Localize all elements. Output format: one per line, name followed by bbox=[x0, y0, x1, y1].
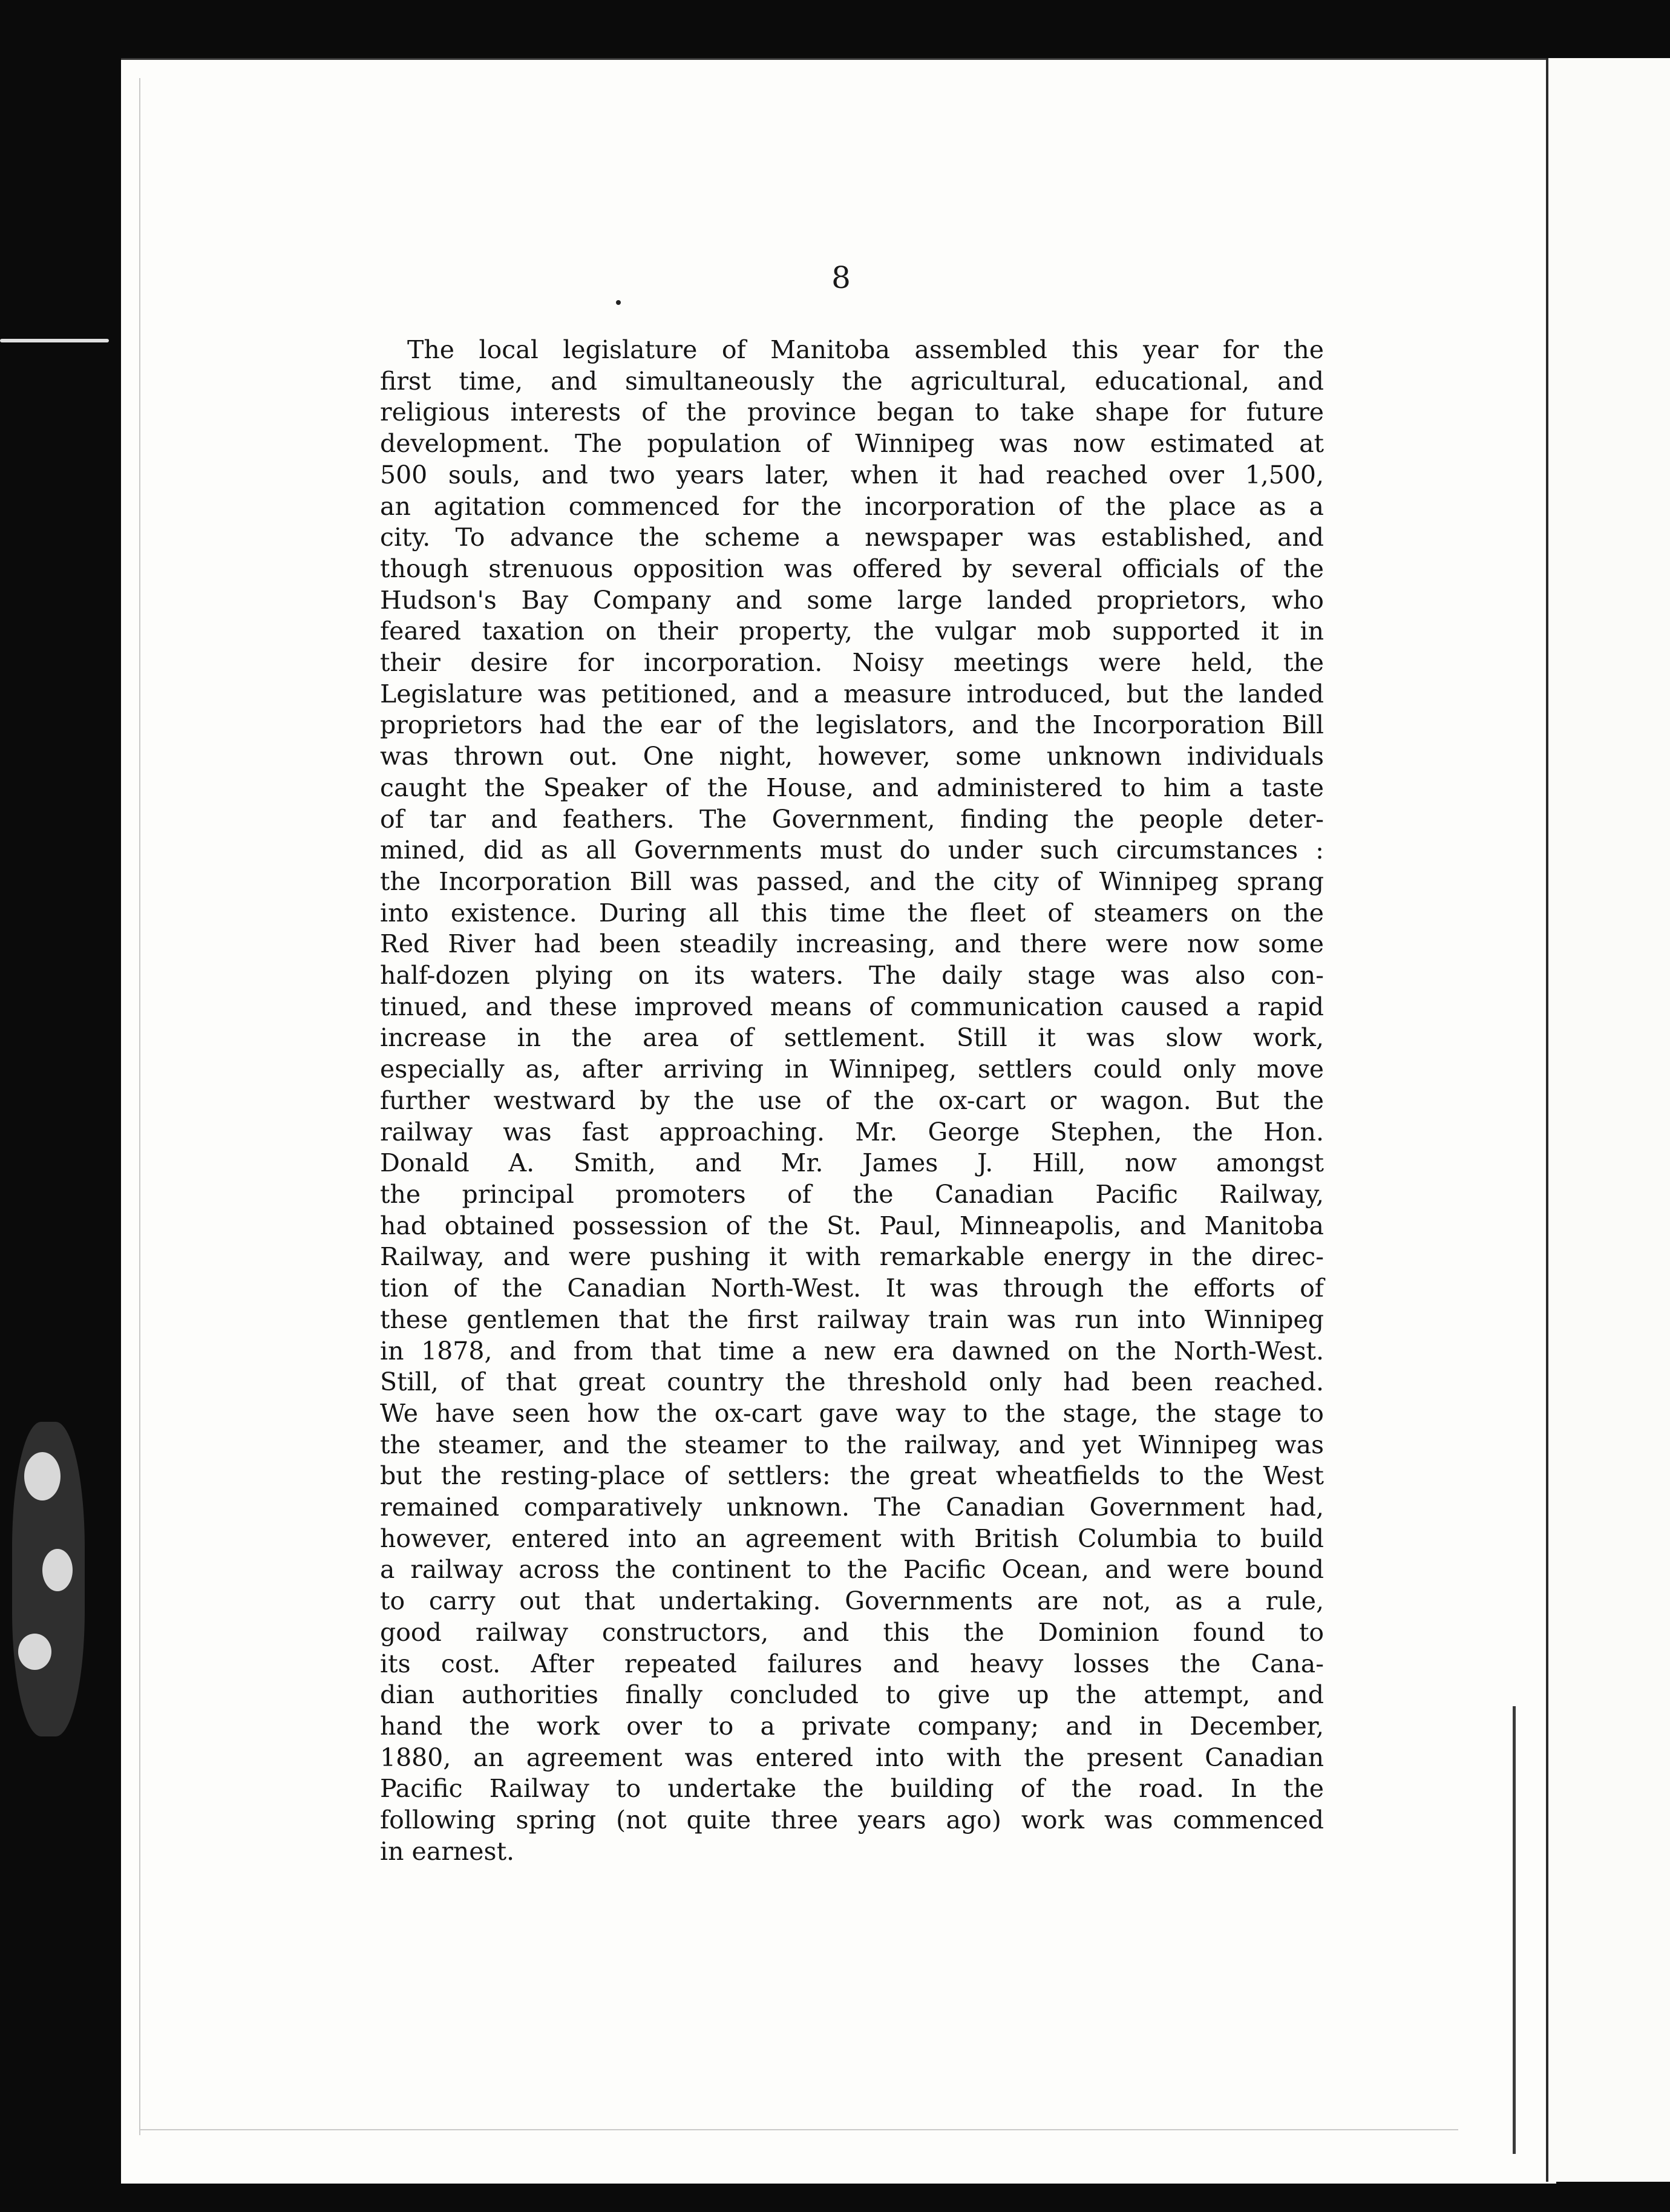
text-line: increase in the area of settlement. Still it was slow work, bbox=[380, 1023, 1324, 1053]
text-line: of tar and feathers. The Government, finding the people deter- bbox=[380, 804, 1324, 834]
ink-dot bbox=[616, 300, 621, 305]
text-line: these gentlemen that the first railway train was run into Winnipeg bbox=[380, 1304, 1324, 1334]
text-line: hand the work over to a private company; and in December, bbox=[380, 1711, 1324, 1741]
text-line: but the resting-place of settlers: the great wheatfields to the West bbox=[380, 1461, 1324, 1491]
scan-noise bbox=[18, 1634, 51, 1670]
text-line: railway was fast approaching. Mr. George Stephen, the Hon. bbox=[380, 1117, 1324, 1147]
text-line: to carry out that undertaking. Governments are not, as a rule, bbox=[380, 1586, 1324, 1616]
text-line: caught the Speaker of the House, and administered to him a taste bbox=[380, 773, 1324, 802]
binding-edge-line bbox=[1513, 1706, 1516, 2154]
text-line: had obtained possession of the St. Paul, Minneapolis, and Manitoba bbox=[380, 1211, 1324, 1240]
text-line: the principal promoters of the Canadian Pacific Railway, bbox=[380, 1179, 1324, 1209]
text-line: half-dozen plying on its waters. The daily stage was also con- bbox=[380, 961, 1324, 990]
text-line: remained comparatively unknown. The Canadian Government had, bbox=[380, 1493, 1324, 1522]
text-line: especially as, after arriving in Winnipeg, settlers could only move bbox=[380, 1055, 1324, 1084]
text-line: mined, did as all Governments must do under such circumstances : bbox=[380, 836, 1324, 865]
text-line: into existence. During all this time the fleet of steamers on the bbox=[380, 898, 1324, 928]
page-frame-left bbox=[139, 78, 140, 2135]
binding-gutter bbox=[1546, 58, 1670, 2182]
text-line: Red River had been steadily increasing, and there were now some bbox=[380, 929, 1324, 959]
text-line: further westward by the use of the ox-cart or wagon. But the bbox=[380, 1085, 1324, 1115]
text-line: was thrown out. One night, however, some unknown individuals bbox=[380, 742, 1324, 771]
text-line: city. To advance the scheme a newspaper was established, and bbox=[380, 523, 1324, 552]
text-line: the Incorporation Bill was passed, and the city of Winnipeg sprang bbox=[380, 866, 1324, 896]
text-line: tion of the Canadian North-West. It was through the efforts of bbox=[380, 1274, 1324, 1303]
text-line: the steamer, and the steamer to the railway, and yet Winnipeg was bbox=[380, 1430, 1324, 1459]
text-line: development. The population of Winnipeg was now estimated at bbox=[380, 429, 1324, 459]
text-line: Legislature was petitioned, and a measure introduced, but the landed bbox=[380, 679, 1324, 708]
text-line: Pacific Railway to undertake the building of the road. In the bbox=[380, 1774, 1324, 1804]
page-number: 8 bbox=[831, 260, 851, 295]
scan-noise bbox=[24, 1452, 61, 1500]
text-line: though strenuous opposition was offered by several officials of the bbox=[380, 554, 1324, 583]
text-line: feared taxation on their property, the vulgar mob supported it in bbox=[380, 617, 1324, 646]
scan-noise bbox=[42, 1549, 73, 1591]
text-line: Railway, and were pushing it with remarkable energy in the direc- bbox=[380, 1242, 1324, 1272]
text-line: its cost. After repeated failures and heavy losses the Cana- bbox=[380, 1649, 1324, 1678]
text-line: The local legislature of Manitoba assembled this year for the bbox=[407, 335, 1324, 364]
text-line: 500 souls, and two years later, when it had reached over 1,500, bbox=[380, 460, 1324, 489]
text-line: first time, and simultaneously the agricultural, educational, and bbox=[380, 366, 1324, 396]
text-line: Still, of that great country the threshold only had been reached. bbox=[380, 1367, 1324, 1397]
page-frame-bottom bbox=[139, 2129, 1458, 2130]
text-line: in earnest. bbox=[380, 1836, 515, 1866]
text-line: in 1878, and from that time a new era dawned on the North-West. bbox=[380, 1336, 1324, 1366]
text-line: following spring (not quite three years ago) work was commenced bbox=[380, 1805, 1324, 1835]
text-line: their desire for incorporation. Noisy meetings were held, the bbox=[380, 648, 1324, 678]
text-line: proprietors had the ear of the legislators, and the Incorporation Bill bbox=[380, 710, 1324, 740]
text-line: a railway across the continent to the Pacific Ocean, and were bound bbox=[380, 1555, 1324, 1585]
text-line: Donald A. Smith, and Mr. James J. Hill, now amongst bbox=[380, 1148, 1324, 1178]
text-line: religious interests of the province began to take shape for future bbox=[380, 398, 1324, 427]
text-line: tinued, and these improved means of communication caused a rapid bbox=[380, 992, 1324, 1021]
text-line: good railway constructors, and this the Dominion found to bbox=[380, 1617, 1324, 1647]
text-line: Hudson's Bay Company and some large landed proprietors, who bbox=[380, 585, 1324, 615]
scan-noise bbox=[0, 339, 109, 342]
text-line: an agitation commenced for the incorporation of the place as a bbox=[380, 491, 1324, 521]
text-line: however, entered into an agreement with British Columbia to build bbox=[380, 1523, 1324, 1553]
body-paragraph bbox=[380, 335, 1324, 1867]
text-line: dian authorities finally concluded to give up the attempt, and bbox=[380, 1680, 1324, 1710]
text-line: 1880, an agreement was entered into with the present Canadian bbox=[380, 1742, 1324, 1772]
text-line: We have seen how the ox-cart gave way to the stage, the stage to bbox=[380, 1398, 1324, 1428]
